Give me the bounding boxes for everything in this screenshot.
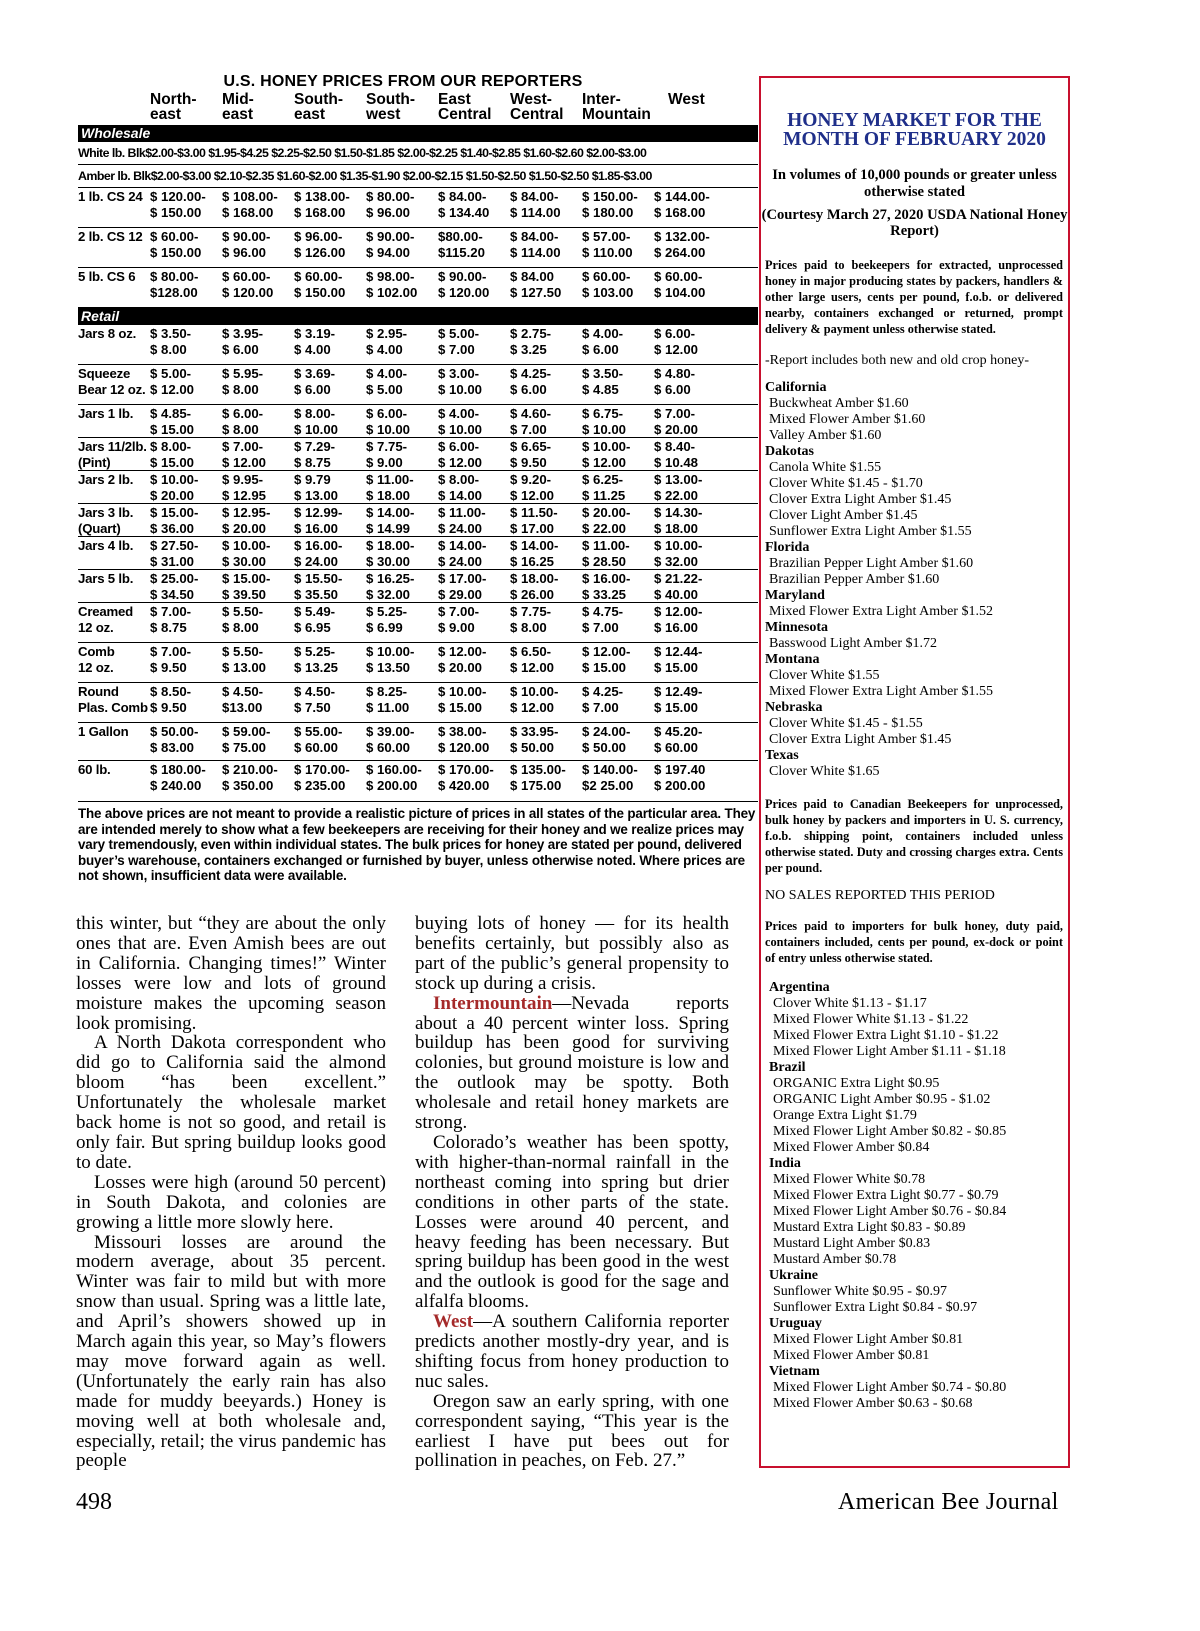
price-cell: $2.10-$2.35 [213,169,274,183]
region-heading-intermountain: Intermountain [433,992,553,1014]
price-cell: $ 96.00- $ 126.00 [294,229,346,260]
price-cell: $ 11.00- $ 24.00 [438,505,486,536]
price-cell: $ 10.00- $ 30.00 [222,538,271,569]
country-name: India [769,1156,801,1171]
sidebar-report-includes: -Report includes both new and old crop honey- [765,353,1029,368]
paragraph: this winter, but “they are about the only ones that are. Even Amish bees are out in California. Changing times!” Winter losses were low and lots of ground moisture makes the upcoming season look promising. [76,913,386,1034]
price-item: Sunflower White $0.95 - $0.97 [773,1284,947,1299]
price-item: Mixed Flower Extra Light Amber $1.55 [769,684,993,699]
country-name: Ukraine [769,1268,818,1283]
table-row [78,471,758,504]
state-name: California [765,380,827,395]
paragraph-west [415,1312,729,1392]
paragraph: Missouri losses are around the modern average, about 35 percent. Winter was fair to mild but with more snow than usual. Spring was a little late, and April’s showers showed up in March again this year, so May’s flowers may move forward again as well. (Unfortunately the early rain has also made for muddy beeyards.) Honey is moving well at both wholesale and, especially, retail; the virus pandemic has people [76,1231,386,1472]
price-cell: $ 14.30- $ 18.00 [654,505,703,536]
price-cell: $ 84.00- $ 114.00 [510,189,561,220]
price-cell: $ 4.80- $ 6.00 [654,366,696,397]
price-cell: $ 6.25- $ 11.25 [582,472,626,503]
table-row [78,570,758,603]
state-name: Maryland [765,588,825,603]
state-name: Dakotas [765,444,815,459]
price-cell: $ 150.00- $ 180.00 [582,189,638,220]
price-item: Clover White $1.13 - $1.17 [773,996,927,1011]
region-label: Mid- east [222,91,254,123]
price-cell: $ 10.00- $ 12.00 [582,439,631,470]
price-cell: $ 7.00- $ 20.00 [654,406,698,437]
price-cell: $ 2.75- $ 3.25 [510,326,552,357]
price-cell: $ 2.95- $ 4.00 [366,326,408,357]
price-cell: $ 7.75- $ 8.00 [510,604,552,635]
state-name: Texas [765,748,799,763]
price-cell: $ 5.00- $ 7.00 [438,326,480,357]
price-cell: $ 197.40 $ 200.00 [654,762,706,793]
region-heading-west: West [433,1311,474,1333]
price-item: Brazilian Pepper Amber $1.60 [769,572,940,587]
price-item: Mixed Flower Extra Light Amber $1.52 [769,604,993,619]
paragraph: Oregon saw an early spring, with one correspondent saying, “This year is the earliest I have put bees out for pollination in peaches, on Feb. 27.” [415,1390,729,1472]
price-item: Mixed Flower Amber $0.84 [773,1140,930,1155]
wholesale-rows [78,188,758,308]
price-cell: $ 12.00- $ 20.00 [438,644,487,675]
row-label: Jars 2 lb. [78,472,134,487]
price-item: Clover White $1.45 - $1.55 [769,716,923,731]
price-item: Mixed Flower Amber $0.63 - $0.68 [773,1396,973,1411]
price-cell: $ 7.00- $ 9.50 [150,644,192,675]
price-item: Orange Extra Light $1.79 [773,1108,917,1123]
price-cell: $ 4.50- $ 7.50 [294,684,336,715]
paragraph: Colorado’s weather has been spotty, with higher-than-normal rainfall in the northeast coming into spring but drier conditions in other parts of the state. Losses were around 40 percent, and heavy feeding has been necessary. But spring buildup has been good in the west and the outlook is good for the sage and alfalfa blooms. [415,1131,729,1313]
price-cell: $ 80.00- $128.00 [150,269,199,300]
price-cell: $ 25.00- $ 34.50 [150,571,199,602]
table-row [78,504,758,537]
price-cell: $ 9.20- $ 12.00 [510,472,554,503]
price-cell: $2.00-$3.00 [586,146,647,160]
price-cell: $ 6.00- $ 8.00 [222,406,264,437]
price-cell: $ 6.75- $ 10.00 [582,406,626,437]
price-cell: $ 8.40- $ 10.48 [654,439,698,470]
country-name: Brazil [769,1060,806,1075]
row-label: Jars 3 lb. (Quart) [78,505,134,536]
table-row [78,438,758,471]
price-cell: $ 39.00- $ 60.00 [366,724,415,755]
price-cell: $ 55.00- $ 60.00 [294,724,343,755]
price-item: Clover White $1.55 [769,668,880,683]
price-item: ORGANIC Light Amber $0.95 - $1.02 [773,1092,991,1107]
price-item: Sunflower Extra Light Amber $1.55 [769,524,972,539]
table-row [78,188,758,228]
price-cell: $ 20.00- $ 22.00 [582,505,631,536]
price-cell: $ 9.79 $ 13.00 [294,472,338,503]
row-label: Jars 4 lb. [78,538,134,553]
price-cell: $ 4.00- $ 6.00 [582,326,624,357]
price-cell: $ 15.00- $ 39.50 [222,571,271,602]
sidebar-import-note: Prices paid to importers for bulk honey, duty paid, containers included, cents per pound, ex-dock or point of entry unless otherwise stated. [765,919,1063,965]
price-cell: $ 4.00- $ 5.00 [366,366,408,397]
price-cell: $ 16.25- $ 32.00 [366,571,415,602]
table-row [78,761,758,802]
price-cell: $ 5.25- $ 13.25 [294,644,338,675]
price-cell: $ 14.00- $ 24.00 [438,538,487,569]
price-cell: $ 10.00- $ 32.00 [654,538,703,569]
price-cell: $ 120.00- $ 150.00 [150,189,206,220]
price-cell: $ 16.00- $ 24.00 [294,538,343,569]
price-cell: $2.00-$3.00 [145,146,206,160]
price-cell: $ 16.00- $ 33.25 [582,571,631,602]
row-label: Jars 11/2lb. (Pint) [78,439,147,470]
table-row [78,165,758,188]
price-cell: $ 7.29- $ 8.75 [294,439,336,470]
import-price-list [761,980,1068,1412]
price-cell: $ 108.00- $ 168.00 [222,189,278,220]
price-cell: $ 3.95- $ 6.00 [222,326,264,357]
price-cell: $ 14.00- $ 16.25 [510,538,559,569]
price-cell: $1.40-$2.85 [460,146,521,160]
price-cell: $ 8.50- $ 9.50 [150,684,192,715]
price-cell: $ 4.50- $13.00 [222,684,264,715]
price-cell: $ 33.95- $ 50.00 [510,724,559,755]
price-cell: $ 5.50- $ 13.00 [222,644,266,675]
price-cell: $ 3.50- $ 4.85 [582,366,624,397]
price-item: Mixed Flower Extra Light $0.77 - $0.79 [773,1188,999,1203]
price-cell: $ 4.25- $ 7.00 [582,684,624,715]
price-cell: $ 5.00- $ 12.00 [150,366,194,397]
price-cell: $ 84.00 $ 127.50 [510,269,562,300]
row-label: 5 lb. CS 6 [78,269,136,284]
price-cell: $ 12.49- $ 15.00 [654,684,703,715]
row-label: 1 lb. CS 24 [78,189,143,204]
price-item: Mixed Flower Light Amber $0.74 - $0.80 [773,1380,1007,1395]
row-label: Jars 8 oz. [78,326,137,341]
price-cell: $1.35-$1.90 [339,169,400,183]
table-row [78,683,758,723]
price-cell: $ 7.00- $ 12.00 [222,439,266,470]
sidebar-courtesy: (Courtesy March 27, 2020 USDA National Honey Report) [761,207,1068,239]
paragraph-text: —Nevada reports about a 40 percent winter loss. Spring buildup has been good for surviving colonies, but ground moisture is low and the outlook may be spotty. Both wholesale and retail honey markets are strong. [415,992,729,1134]
state-name: Minnesota [765,620,828,635]
price-cell: $ 144.00- $ 168.00 [654,189,710,220]
price-cell: $ 5.95- $ 8.00 [222,366,264,397]
row-label: White lb. Blk [78,146,146,160]
row-label: Jars 5 lb. [78,571,134,586]
sidebar-canadian-note: Prices paid to Canadian Beekeepers for unprocessed, bulk honey by packers and importers in U. S. currency, f.o.b. shipping point, containers included unless otherwise stated. Duty and crossing charges extra. Cents per pound. [765,797,1063,875]
price-cell: $ 8.00- $ 14.00 [438,472,482,503]
price-cell: $1.50-$1.85 [334,146,395,160]
region-label: South- east [294,91,344,123]
price-cell: $ 3.00- $ 10.00 [438,366,482,397]
price-cell: $ 135.00- $ 175.00 [510,762,566,793]
sidebar-volumes-note: In volumes of 10,000 pounds or greater unless otherwise stated [772,167,1057,200]
price-cell: $1.95-$4.25 [208,146,269,160]
price-cell: $1.60-$2.60 [523,146,584,160]
sidebar-domestic-note: Prices paid to beekeepers for extracted, unprocessed honey in major producing states by packers, handlers & other large users, cents per pound, f.o.b. or delivered nearby, containers exchanged or returned, prompt delivery & payment unless otherwise stated. [765,258,1063,336]
price-cell: $ 12.00- $ 16.00 [654,604,703,635]
price-cell: $ 60.00- $ 150.00 [150,229,202,260]
table-row [78,643,758,683]
table-row [78,142,758,165]
article-column-left [76,914,386,1471]
paragraph-intermountain [415,994,729,1133]
price-cell: $ 6.65- $ 9.50 [510,439,552,470]
country-name: Uruguay [769,1316,822,1331]
price-cell: $ 4.60- $ 7.00 [510,406,552,437]
row-label: 60 lb. [78,762,111,777]
price-cell: $1.60-$2.00 [276,169,337,183]
country-name: Argentina [769,980,830,995]
sidebar-title: HONEY MARKET FOR THE MONTH OF FEBRUARY 2020 [783,110,1046,150]
state-name: Florida [765,540,810,555]
price-cell: $ 170.00- $ 235.00 [294,762,350,793]
region-label: West [668,91,705,108]
price-item: Clover Extra Light Amber $1.45 [769,732,952,747]
price-cell: $ 7.75- $ 9.00 [366,439,408,470]
price-cell: $2.00-$3.00 [150,169,211,183]
bulk-rows [78,142,758,188]
price-cell: $ 11.00- $ 18.00 [366,472,414,503]
page-number: 498 [76,1489,112,1515]
price-cell: $ 9.95- $ 12.95 [222,472,266,503]
price-item: Clover White $1.65 [769,764,880,779]
price-item: Mustard Extra Light $0.83 - $0.89 [773,1220,966,1235]
price-cell: $1.85-$3.00 [591,169,652,183]
price-cell: $ 11.00- $ 28.50 [582,538,630,569]
price-cell: $2.00-$2.25 [397,146,458,160]
region-label: North- east [150,91,197,123]
price-cell: $ 84.00- $ 114.00 [510,229,561,260]
price-cell: $ 6.00- $ 10.00 [366,406,410,437]
price-item: Clover Light Amber $1.45 [769,508,918,523]
price-item: Mixed Flower Light Amber $0.81 [773,1332,964,1347]
price-cell: $ 90.00- $ 96.00 [222,229,271,260]
price-cell: $ 6.00- $ 12.00 [438,439,482,470]
table-row [78,405,758,438]
price-item: Mixed Flower Extra Light $1.10 - $1.22 [773,1028,999,1043]
price-item: Brazilian Pepper Light Amber $1.60 [769,556,974,571]
price-item: Basswood Light Amber $1.72 [769,636,937,651]
retail-rows [78,325,758,802]
price-cell: $ 8.00- $ 10.00 [294,406,338,437]
price-cell: $ 210.00- $ 350.00 [222,762,278,793]
region-header-row [78,91,758,125]
row-label: Squeeze Bear 12 oz. [78,366,146,397]
paragraph: Losses were high (around 50 percent) in South Dakota, and colonies are growing a little more slowly here. [76,1171,386,1233]
price-cell: $ 60.00- $ 104.00 [654,269,706,300]
price-item: Valley Amber $1.60 [769,428,882,443]
price-cell: $ 13.00- $ 22.00 [654,472,703,503]
wholesale-section-bar: Wholesale [78,125,758,142]
price-cell: $2.00-$2.15 [402,169,463,183]
price-cell: $ 18.00- $ 30.00 [366,538,415,569]
price-cell: $ 21.22- $ 40.00 [654,571,703,602]
paragraph: buying lots of honey — for its health benefits certainly, but possibly also as part of the public’s general propensity to stock up during a crisis. [415,913,729,994]
price-cell: $ 38.00- $ 120.00 [438,724,490,755]
row-label: 2 lb. CS 12 [78,229,143,244]
price-cell: $ 10.00- $ 13.50 [366,644,415,675]
price-item: Canola White $1.55 [769,460,882,475]
price-cell: $ 60.00- $ 150.00 [294,269,346,300]
row-label: Creamed 12 oz. [78,604,134,635]
table-row [78,365,758,405]
price-cell: $ 8.00- $ 15.00 [150,439,194,470]
state-name: Montana [765,652,820,667]
price-item: ORGANIC Extra Light $0.95 [773,1076,940,1091]
price-cell: $ 3.50- $ 8.00 [150,326,192,357]
price-cell: $ 7.00- $ 9.00 [438,604,480,635]
state-name: Nebraska [765,700,823,715]
state-price-list [761,380,1068,780]
price-cell: $ 59.00- $ 75.00 [222,724,271,755]
article-column-right [415,914,729,1471]
price-cell: $ 12.99- $ 16.00 [294,505,343,536]
table-row [78,723,758,761]
country-name: Vietnam [769,1364,820,1379]
price-cell: $ 5.49- $ 6.95 [294,604,336,635]
price-cell: $ 5.25- $ 6.99 [366,604,408,635]
price-item: Sunflower Extra Light $0.84 - $0.97 [773,1300,978,1315]
table-row [78,268,758,308]
price-cell: $ 6.50- $ 12.00 [510,644,554,675]
price-cell: $80.00- $115.20 [438,229,485,260]
price-cell: $ 24.00- $ 50.00 [582,724,631,755]
price-cell: $ 45.20- $ 60.00 [654,724,703,755]
price-item: Mixed Flower White $0.78 [773,1172,926,1187]
price-cell: $ 84.00- $ 134.40 [438,189,490,220]
price-item: Clover Extra Light Amber $1.45 [769,492,952,507]
price-cell: $1.50-$2.50 [528,169,589,183]
region-label: South- west [366,91,416,123]
price-item: Mustard Light Amber $0.83 [773,1236,931,1251]
table-row [78,537,758,570]
price-item: Mixed Flower Amber $0.81 [773,1348,930,1363]
price-cell: $ 12.44- $ 15.00 [654,644,703,675]
price-cell: $ 7.00- $ 8.75 [150,604,192,635]
row-label: Amber lb. Blk [78,169,151,183]
price-cell: $ 11.50- $ 17.00 [510,505,558,536]
price-cell: $ 14.00- $ 14.99 [366,505,415,536]
table-row [78,603,758,643]
price-cell: $ 3.19- $ 4.00 [294,326,336,357]
retail-section-bar: Retail [78,308,758,325]
price-cell: $ 17.00- $ 29.00 [438,571,487,602]
table-row [78,228,758,268]
table-disclaimer: The above prices are not meant to provide a realistic picture of prices in all states of the particular area. They are intended merely to show what a few beekeepers are receiving for their honey and we realize prices may vary tremendously, even within individual states. The bulk prices for honey are stated per pound, delivered buyer’s warehouse, containers exchanged or furnished by buyer, unless otherwise noted. Where prices are not shown, insufficient data were available. [78,806,756,883]
row-label: 1 Gallon [78,724,129,739]
price-cell: $ 90.00- $ 120.00 [438,269,490,300]
price-cell: $ 80.00- $ 96.00 [366,189,415,220]
price-table [78,73,758,884]
price-cell: $ 12.00- $ 15.00 [582,644,631,675]
price-cell: $ 57.00- $ 110.00 [582,229,633,260]
publication-name: American Bee Journal [838,1489,1059,1515]
price-cell: $ 15.50- $ 35.50 [294,571,343,602]
price-cell: $2.25-$2.50 [271,146,332,160]
region-label: West- Central [510,91,564,123]
price-cell: $ 10.00- $ 20.00 [150,472,199,503]
price-cell: $ 4.00- $ 10.00 [438,406,482,437]
price-cell: $ 90.00- $ 94.00 [366,229,415,260]
row-label: Round Plas. Comb [78,684,148,715]
price-cell: $ 27.50- $ 31.00 [150,538,199,569]
honey-market-sidebar [759,76,1070,1468]
price-cell: $ 5.50- $ 8.00 [222,604,264,635]
price-cell: $ 12.95- $ 20.00 [222,505,271,536]
price-cell: $ 140.00- $2 25.00 [582,762,638,793]
price-item: Mixed Flower White $1.13 - $1.22 [773,1012,969,1027]
price-cell: $ 4.75- $ 7.00 [582,604,624,635]
paragraph-text: —A southern California reporter predicts another mostly-dry year, and is shifting focus from honey production to nuc sales. [415,1311,729,1392]
row-label: Comb 12 oz. [78,644,115,675]
region-label: East Central [438,91,492,123]
price-cell: $ 138.00- $ 168.00 [294,189,350,220]
price-cell: $ 4.25- $ 6.00 [510,366,552,397]
paragraph: A North Dakota correspondent who did go to California said the almond bloom “has been excellent.” Unfortunately the wholesale market back home is not so good, and retail is only fair. But spring buildup looks good to date. [76,1032,386,1173]
price-cell: $ 4.85- $ 15.00 [150,406,194,437]
price-cell: $ 18.00- $ 26.00 [510,571,559,602]
price-cell: $ 10.00- $ 12.00 [510,684,559,715]
price-item: Mustard Amber $0.78 [773,1252,897,1267]
price-item: Mixed Flower Amber $1.60 [769,412,926,427]
price-cell: $ 170.00- $ 420.00 [438,762,494,793]
price-cell: $ 180.00- $ 240.00 [150,762,206,793]
table-title: U.S. HONEY PRICES FROM OUR REPORTERS [223,73,583,90]
price-item: Mixed Flower Light Amber $1.11 - $1.18 [773,1044,1006,1059]
price-item: Clover White $1.45 - $1.70 [769,476,923,491]
price-cell: $ 8.25- $ 11.00 [366,684,410,715]
price-cell: $ 60.00- $ 103.00 [582,269,634,300]
price-item: Buckwheat Amber $1.60 [769,396,909,411]
price-cell: $ 50.00- $ 83.00 [150,724,199,755]
price-cell: $ 60.00- $ 120.00 [222,269,274,300]
price-cell: $ 15.00- $ 36.00 [150,505,199,536]
region-label: Inter- Mountain [582,91,651,123]
price-cell: $ 160.00- $ 200.00 [366,762,422,793]
table-row [78,325,758,365]
price-cell: $ 98.00- $ 102.00 [366,269,418,300]
price-cell: $ 10.00- $ 15.00 [438,684,487,715]
price-cell: $ 6.00- $ 12.00 [654,326,698,357]
price-cell: $ 132.00- $ 264.00 [654,229,710,260]
row-label: Jars 1 lb. [78,406,134,421]
price-item: Mixed Flower Light Amber $0.76 - $0.84 [773,1204,1007,1219]
price-cell: $1.50-$2.50 [465,169,526,183]
price-cell: $ 3.69- $ 6.00 [294,366,336,397]
sidebar-no-sales: NO SALES REPORTED THIS PERIOD [765,888,995,903]
price-item: Mixed Flower Light Amber $0.82 - $0.85 [773,1124,1007,1139]
